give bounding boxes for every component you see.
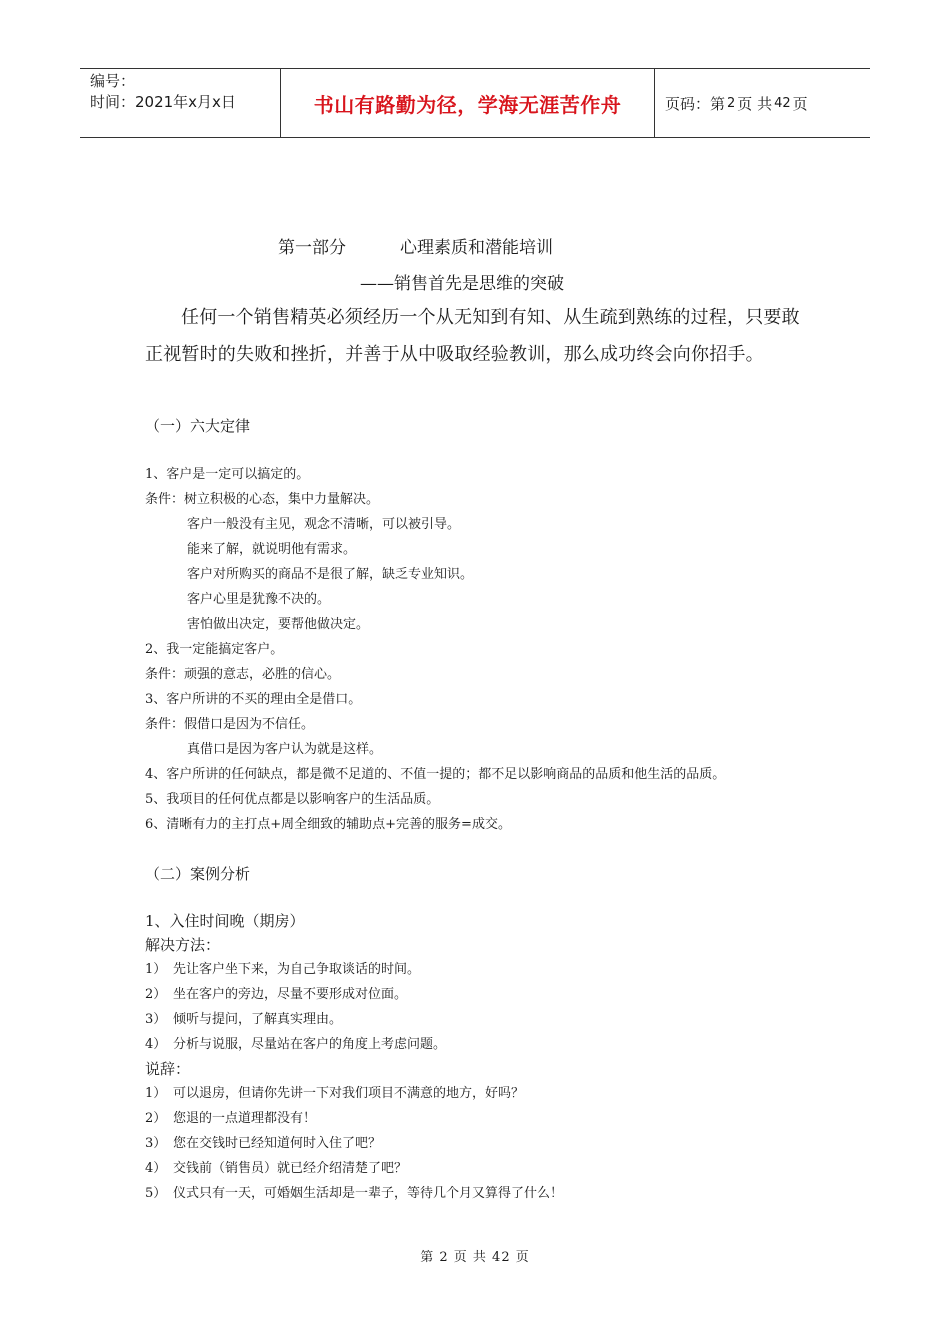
page-header	[80, 68, 870, 138]
page-total: 42	[774, 95, 791, 111]
list-item: 1、客户是一定可以搞定的。	[145, 467, 310, 482]
step-number: 2）	[145, 1111, 167, 1126]
list-item	[145, 1081, 845, 1106]
step-number: 1）	[145, 962, 167, 977]
list-item: 能来了解，就说明他有需求。	[187, 542, 357, 557]
list-item: 6、清晰有力的主打点+周全细致的辅助点+完善的服务=成交。	[145, 817, 511, 832]
page-number: 2	[727, 95, 736, 111]
step-text: 交钱前（销售员）就已经介绍清楚了吧？	[173, 1161, 408, 1176]
list-item	[145, 957, 845, 982]
list-item: 5、我项目的任何优点都是以影响客户的生活品质。	[145, 792, 440, 807]
list-item: 条件：假借口是因为不信任。	[145, 717, 315, 732]
part-subtitle: ——销售首先是思维的突破	[360, 274, 564, 294]
page-mid: 页 共	[737, 94, 773, 113]
step-text: 您在交钱时已经知道何时入住了吧？	[173, 1136, 382, 1151]
solution-label: 解决方法：	[145, 936, 221, 954]
list-item	[145, 982, 845, 1007]
section-heading-cases: （二）案例分析	[145, 865, 251, 883]
header-page-info	[655, 69, 870, 137]
list-item	[145, 1007, 845, 1032]
step-text: 倾听与提问，了解真实理由。	[173, 1012, 343, 1027]
serial-label: 编号：	[90, 72, 136, 90]
step-number: 4）	[145, 1161, 167, 1176]
page-prefix: 页码：第	[665, 94, 726, 113]
step-text: 分析与说服，尽量站在客户的角度上考虑问题。	[173, 1037, 447, 1052]
step-number: 4）	[145, 1037, 167, 1052]
list-item: 3、客户所讲的不买的理由全是借口。	[145, 692, 362, 707]
step-number: 5）	[145, 1186, 167, 1201]
list-item	[145, 1106, 845, 1131]
step-number: 2）	[145, 987, 167, 1002]
step-number: 3）	[145, 1136, 167, 1151]
list-item	[145, 1032, 845, 1057]
step-text: 您退的一点道理都没有！	[173, 1111, 317, 1126]
page-footer: 第 2 页 共 42 页	[420, 1250, 530, 1265]
list-item: 条件：树立积极的心态，集中力量解决。	[145, 492, 380, 507]
step-text: 先让客户坐下来，为自己争取谈话的时间。	[173, 962, 421, 977]
header-meta	[80, 69, 281, 137]
header-motto: 书山有路勤为径，学海无涯苦作舟	[313, 92, 622, 117]
list-item: 2、我一定能搞定客户。	[145, 642, 284, 657]
list-item: 客户一般没有主见，观念不清晰，可以被引导。	[187, 517, 461, 532]
script-label: 说辞：	[145, 1060, 191, 1078]
list-item: 客户对所购买的商品不是很了解，缺乏专业知识。	[187, 567, 474, 582]
step-text: 坐在客户的旁边，尽量不要形成对位面。	[173, 987, 408, 1002]
step-number: 1）	[145, 1086, 167, 1101]
list-item: 害怕做出决定，要帮他做决定。	[187, 617, 370, 632]
list-item: 4、客户所讲的任何缺点，都是微不足道的、不值一提的；都不足以影响商品的品质和他生活的品质。	[145, 767, 726, 782]
page-suffix: 页	[792, 94, 808, 113]
list-item: 条件：顽强的意志，必胜的信心。	[145, 667, 341, 682]
section-heading-laws: （一）六大定律	[145, 417, 251, 435]
list-item	[145, 1156, 845, 1181]
step-number: 3）	[145, 1012, 167, 1027]
list-item	[145, 1131, 845, 1156]
case-list	[145, 910, 845, 1206]
part-title: 第一部分 心理素质和潜能培训	[278, 238, 554, 258]
header-motto-cell	[281, 69, 655, 137]
laws-list	[145, 462, 845, 837]
intro-paragraph: 任何一个销售精英必须经历一个从无知到有知、从生疏到熟练的过程，只要敢正视暂时的失败和挫折，并善于从中吸取经验教训，那么成功终会向你招手。	[145, 307, 800, 365]
list-item: 客户心里是犹豫不决的。	[187, 592, 331, 607]
case-title: 1、入住时间晚（期房）	[145, 912, 305, 930]
time-label: 时间：2021年x月x日	[90, 93, 236, 111]
list-item: 真借口是因为客户认为就是这样。	[187, 742, 383, 757]
step-text: 可以退房，但请你先讲一下对我们项目不满意的地方，好吗？	[173, 1086, 525, 1101]
list-item	[145, 1181, 845, 1206]
step-text: 仪式只有一天，可婚姻生活却是一辈子，等待几个月又算得了什么！	[173, 1186, 564, 1201]
